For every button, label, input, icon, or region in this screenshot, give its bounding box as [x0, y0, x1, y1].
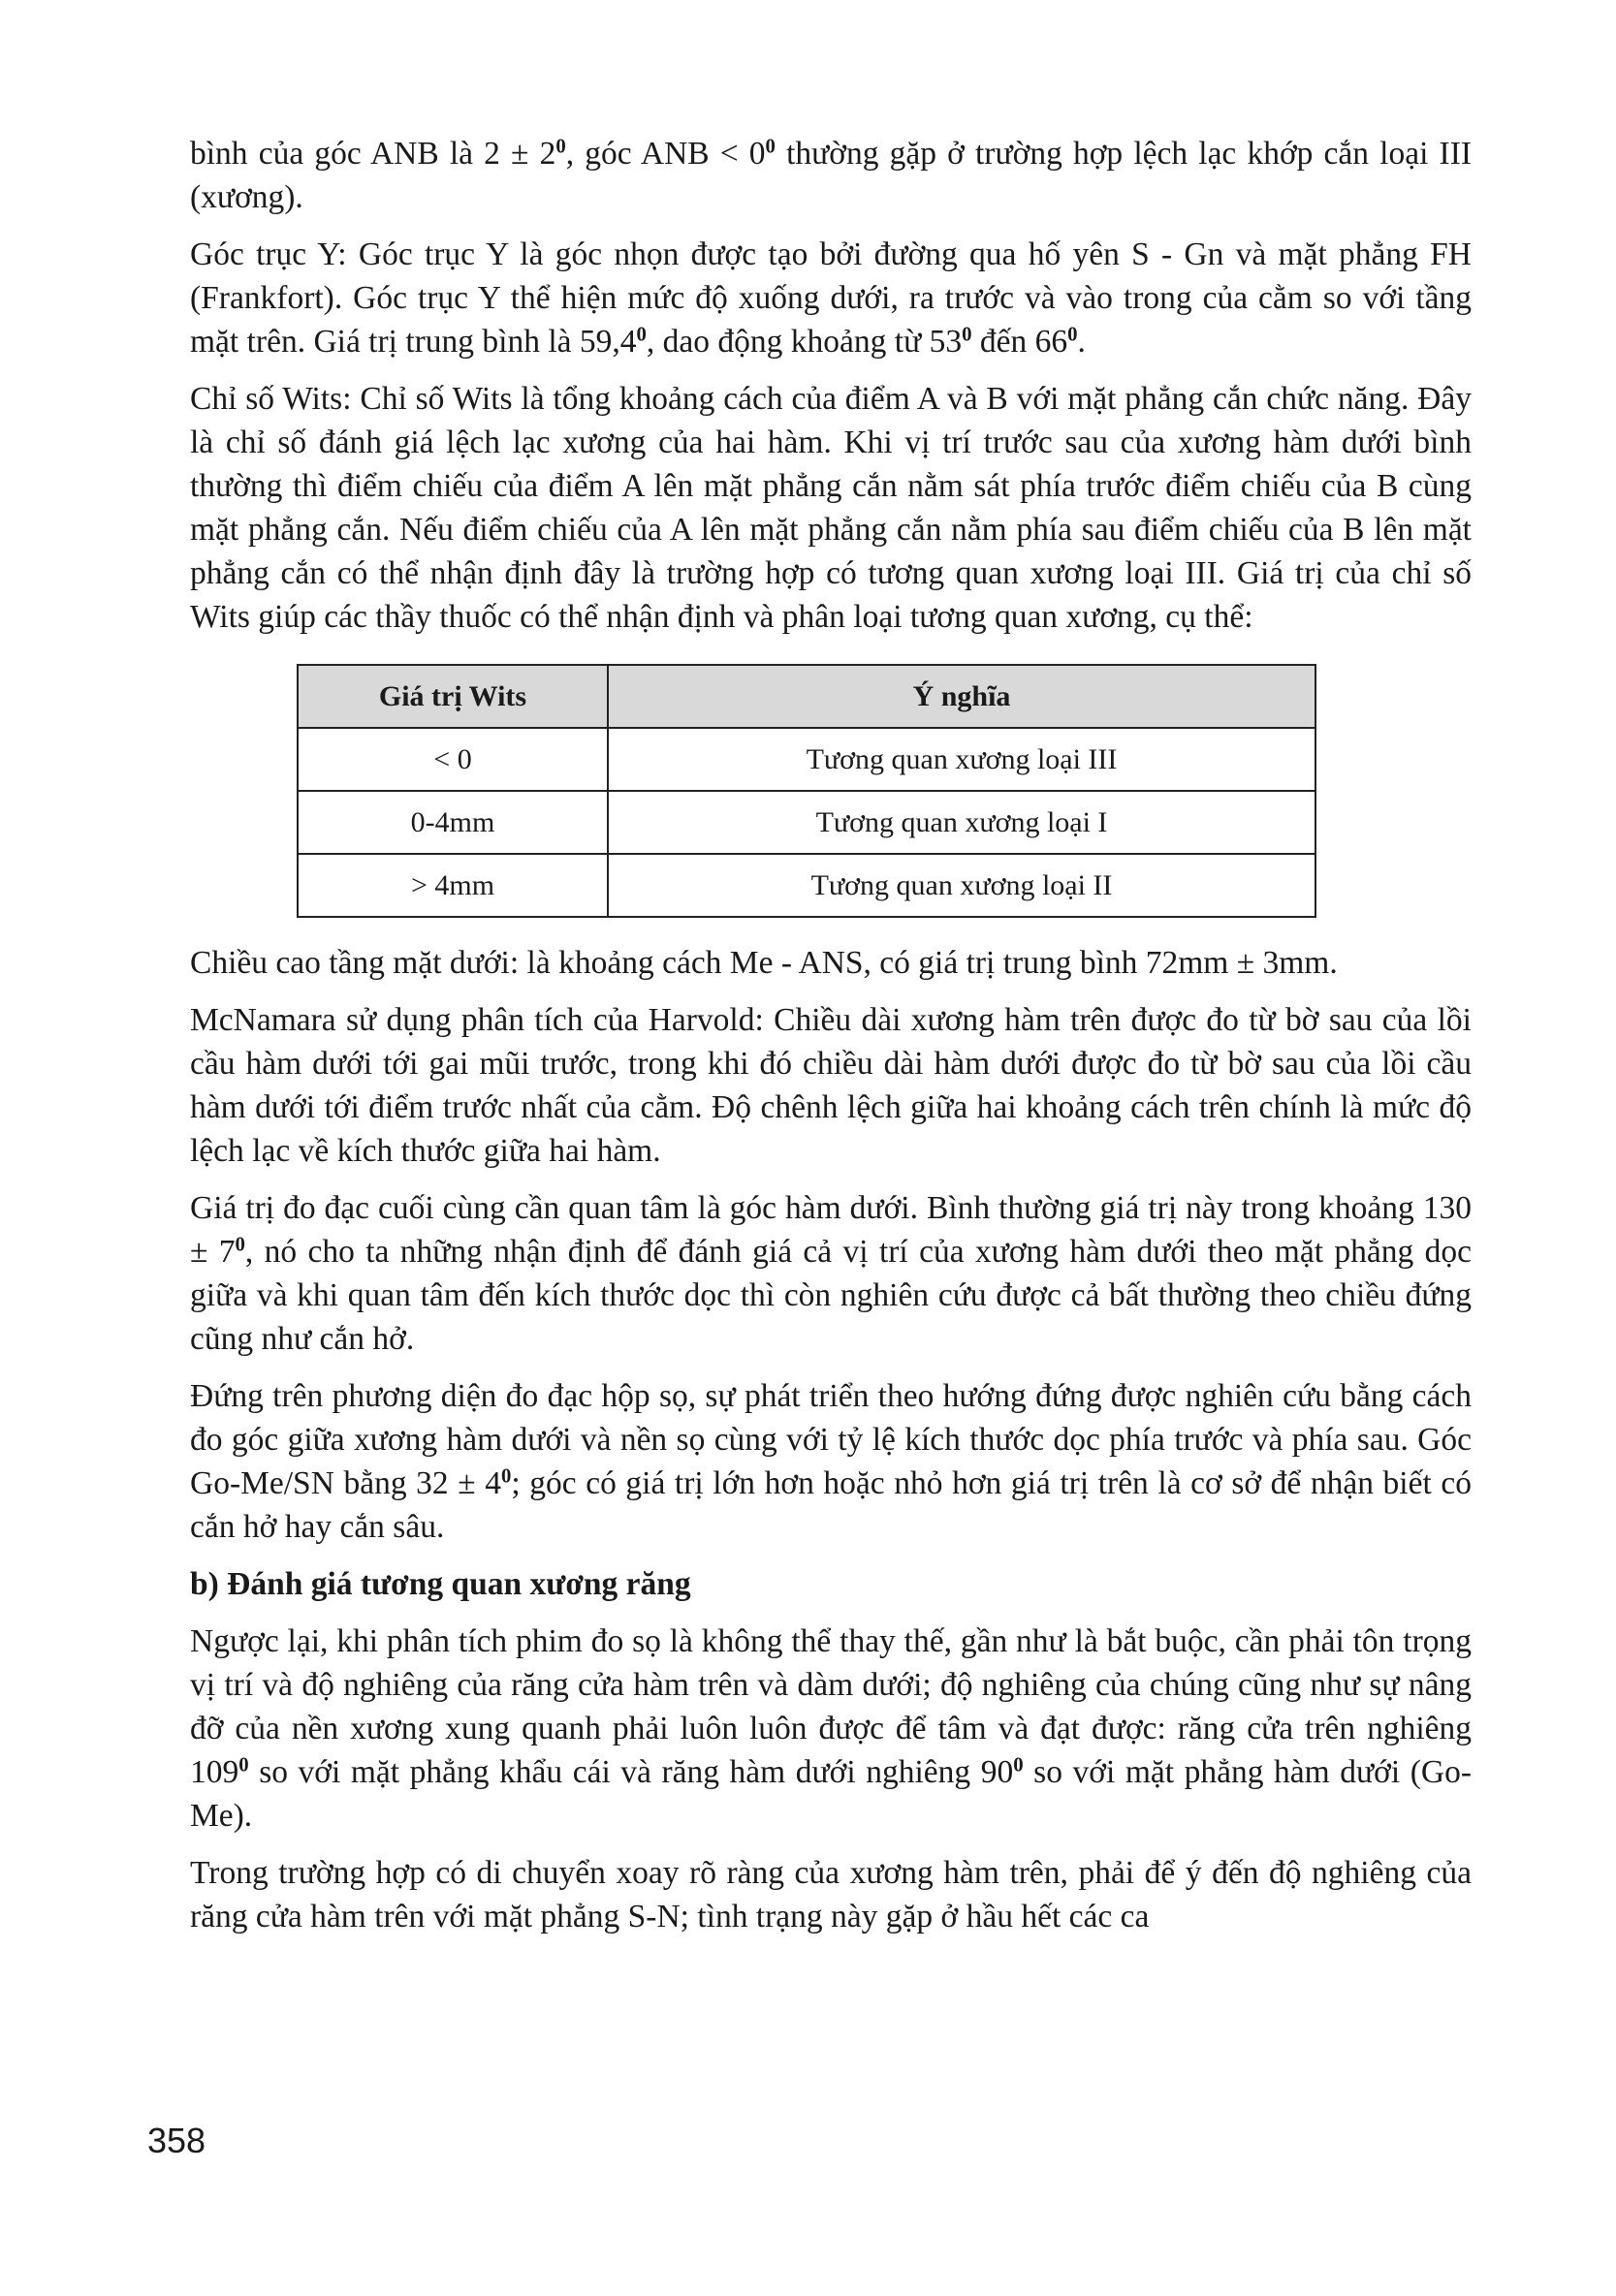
paragraph-gonial-angle [190, 1186, 1472, 1361]
text-segment: , dao động khoảng từ 53 [646, 324, 963, 360]
paragraph-incisor-inclination [190, 1620, 1472, 1838]
paragraph-mcnamara: McNamara sử dụng phân tích của Harvold: Chiều dài xương hàm trên được đo từ bờ sau của lồi cầu hàm dưới tới gai mũi trước, trong khi đó chiều dài hàm dưới được đo từ bờ sau của lồi cầu hàm dưới tới điểm trước nhất của cằm. Độ chênh lệch giữa hai khoảng cách trên chính là mức độ lệch lạc về kích thước giữa hai hàm. [190, 1002, 1472, 1169]
text-segment: , góc ANB < 0 [565, 136, 766, 172]
text-segment: , nó cho ta những nhận định để đánh giá cả vị trí của xương hàm dưới theo mặt phẳng dọc giữa và khi quan tâm đến kích thước dọc thì còn nghiên cứu được cả bất thường theo chiều đứng cũng như cắn hở. [190, 1234, 1472, 1357]
text-segment: Đứng trên phương diện đo đạc hộp sọ, sự phát triển theo hướng đứng được nghiên cứu bằng cách đo góc giữa xương hàm dưới và nền sọ cùng với tỷ lệ kích thước dọc phía trước và phía sau. Góc Go-Me/SN bằng 32 ± 4 [190, 1378, 1472, 1501]
degree-superscript: 0 [235, 1233, 245, 1256]
table-row [298, 728, 1315, 791]
table-cell-meaning: Tương quan xương loại II [608, 854, 1315, 917]
paragraph-wits: Chỉ số Wits: Chỉ số Wits là tổng khoảng cách của điểm A và B với mặt phẳng cắn chức năng. Đây là chỉ số đánh giá lệch lạc xương của hai hàm. Khi vị trí trước sau của xương hàm dưới bình thường thì điểm chiếu của điểm A lên mặt phẳng cắn nằm sát phía trước điểm chiếu của B cùng mặt phẳng cắn. Nếu điểm chiếu của A lên mặt phẳng cắn nằm phía sau điểm chiếu của B lên mặt phẳng cắn có thể nhận định đây là trường hợp có tương quan xương loại III. Giá trị của chỉ số Wits giúp các thầy thuốc có thể nhận định và phân loại tương quan xương, cụ thể: [190, 381, 1472, 635]
table-cell-wits-value: > 4mm [298, 854, 608, 917]
text-segment: bình của góc ANB là 2 ± 2 [190, 136, 556, 172]
paragraph-maxilla-rotation: Trong trường hợp có di chuyển xoay rõ ràng của xương hàm trên, phải để ý đến độ nghiêng của răng cửa hàm trên với mặt phẳng S-N; tình trạng này gặp ở hầu hết các ca [190, 1855, 1472, 1934]
text-segment: so với mặt phẳng khẩu cái và răng hàm dưới nghiêng 90 [248, 1754, 1014, 1790]
text-segment: Ngược lại, khi phân tích phim đo sọ là không thể thay thế, gần như là bắt buộc, cần phải tôn trọng vị trí và độ nghiêng của răng cửa hàm trên và dàm dưới; độ nghiêng của chúng cũng như sự nâng đỡ của nền xương xung quanh phải luôn luôn được để tâm và đạt được: răng cửa trên nghiêng 109 [190, 1623, 1472, 1790]
table-cell-wits-value: 0-4mm [298, 791, 608, 854]
text-segment: Giá trị đo đạc cuối cùng cần quan tâm là góc hàm dưới. Bình thường giá trị này trong khoảng 130 ± 7 [190, 1190, 1472, 1270]
column-header-wits-value: Giá trị Wits [298, 665, 608, 728]
section-heading: b) Đánh giá tương quan xương răng [190, 1566, 691, 1602]
degree-superscript: 0 [1013, 1753, 1024, 1777]
paragraph-lower-face-height: Chiều cao tầng mặt dưới: là khoảng cách Me - ANS, có giá trị trung bình 72mm ± 3mm. [190, 945, 1338, 981]
paragraph-y-axis [190, 233, 1472, 363]
degree-superscript: 0 [636, 323, 647, 346]
degree-superscript: 0 [1067, 323, 1078, 346]
table-row [298, 854, 1315, 917]
page-number: 358 [147, 2121, 206, 2160]
column-header-meaning: Ý nghĩa [608, 665, 1315, 728]
table-cell-meaning: Tương quan xương loại III [608, 728, 1315, 791]
text-segment: ; góc có giá trị lớn hơn hoặc nhỏ hơn giá trị trên là cơ sở để nhận biết có cắn hở hay cắn sâu. [190, 1465, 1472, 1545]
document-page [190, 132, 1472, 1952]
text-segment: Góc trục Y: Góc trục Y là góc nhọn được tạo bởi đường qua hố yên S - Gn và mặt phẳng FH (Frankfort). Góc trục Y thể hiện mức độ xuống dưới, ra trước và vào trong của cằm so với tầng mặt trên. Giá trị trung bình là 59,4 [190, 236, 1472, 360]
wits-table [297, 664, 1316, 918]
text-segment: thường gặp ở trường hợp lệch lạc khớp cắn loại III (xương). [190, 136, 1473, 215]
table-header-row [298, 665, 1315, 728]
degree-superscript: 0 [765, 135, 776, 158]
text-segment: . [1077, 324, 1086, 360]
degree-superscript: 0 [962, 323, 972, 346]
paragraph-go-me-sn [190, 1374, 1472, 1549]
text-segment: đến 66 [971, 324, 1068, 360]
text-segment: so với mặt phẳng hàm dưới (Go-Me). [190, 1754, 1472, 1834]
table-row [298, 791, 1315, 854]
table-cell-wits-value: < 0 [298, 728, 608, 791]
degree-superscript: 0 [238, 1753, 249, 1777]
paragraph-anb [190, 132, 1472, 219]
degree-superscript: 0 [555, 135, 566, 158]
degree-superscript: 0 [500, 1464, 512, 1488]
table-cell-meaning: Tương quan xương loại I [608, 791, 1315, 854]
